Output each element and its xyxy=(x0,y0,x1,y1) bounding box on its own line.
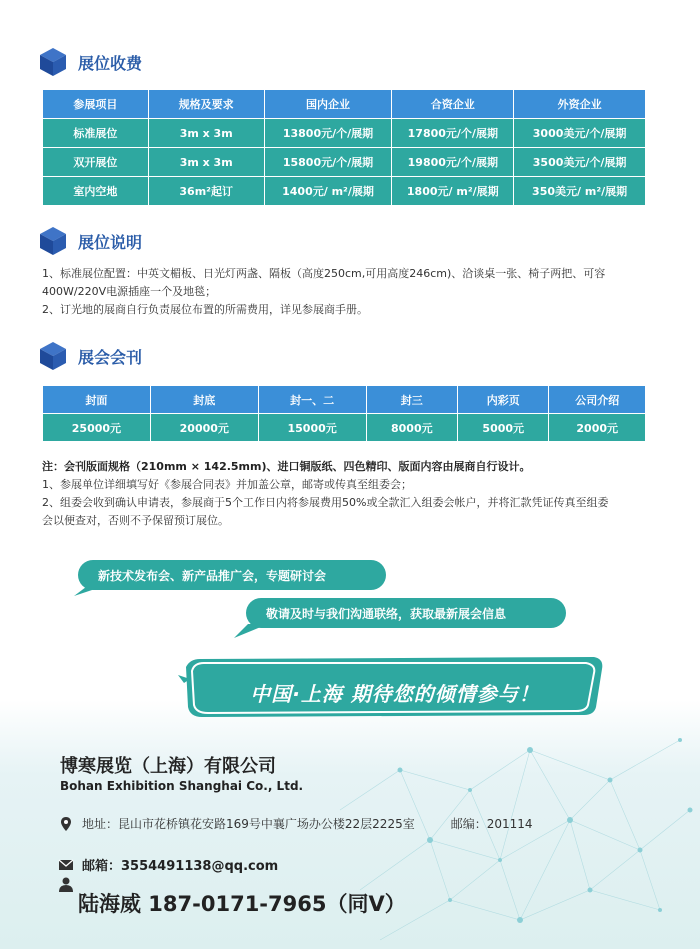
booth-fee-table xyxy=(42,89,646,206)
section-title: 展位收费 xyxy=(78,53,143,73)
table-header-row xyxy=(43,386,646,414)
location-pin-icon xyxy=(58,816,74,832)
cube-icon xyxy=(40,342,66,370)
table-header: 合资企业 xyxy=(392,90,514,119)
table-header-row xyxy=(43,90,646,119)
desc-line: 2、订光地的展商自行负责展位布置的所需费用，详见参展商手册。 xyxy=(42,303,368,316)
person-icon xyxy=(58,876,74,892)
booth-desc-text xyxy=(42,265,662,319)
address-text: 地址：昆山市花桥镇花安路169号中襄广场办公楼22层2225室 xyxy=(82,817,415,831)
table-row xyxy=(43,414,646,442)
table-cell: 8000元 xyxy=(366,414,457,442)
note-line: 1、参展单位详细填写好《参展合同表》并加盖公章，邮寄或传真至组委会； xyxy=(42,478,412,491)
table-cell: 15800元/个/展期 xyxy=(264,148,392,177)
table-cell: 25000元 xyxy=(43,414,151,442)
table-cell: 3m x 3m xyxy=(148,148,264,177)
table-cell: 19800元/个/展期 xyxy=(392,148,514,177)
table-cell: 1800元/ m²/展期 xyxy=(392,177,514,206)
section-title: 展会会刊 xyxy=(78,347,143,367)
table-header: 规格及要求 xyxy=(148,90,264,119)
journal-note-bold: 注：会刊版面规格（210mm × 142.5mm)、进口铜版纸、四色精印、版面内容由展商自行设计。 xyxy=(42,460,531,473)
section-journal-header xyxy=(40,342,142,370)
table-header: 封面 xyxy=(43,386,151,414)
table-cell: 13800元/个/展期 xyxy=(264,119,392,148)
bubble-1 xyxy=(78,560,386,590)
address-row xyxy=(58,815,533,832)
mail-icon xyxy=(58,857,74,873)
table-cell: 350美元/ m²/展期 xyxy=(514,177,646,206)
table-cell: 室内空地 xyxy=(43,177,149,206)
table-header: 外资企业 xyxy=(514,90,646,119)
journal-notes xyxy=(42,458,662,530)
table-header: 参展项目 xyxy=(43,90,149,119)
contact-info: 陆海威 187-0171-7965（同V） xyxy=(78,892,406,916)
table-cell: 1400元/ m²/展期 xyxy=(264,177,392,206)
table-header: 封一、二 xyxy=(258,386,366,414)
table-cell: 17800元/个/展期 xyxy=(392,119,514,148)
desc-line: 1、标准展位配置：中英文楣板、日光灯两盏、隔板（高度250cm,可用高度246cm)、洽谈桌一张、椅子两把、可容 xyxy=(42,267,606,280)
company-name-en: Bohan Exhibition Shanghai Co., Ltd. xyxy=(60,779,304,793)
table-row xyxy=(43,148,646,177)
table-header: 封底 xyxy=(150,386,258,414)
section-booth-fee-header xyxy=(40,48,142,76)
table-cell: 双开展位 xyxy=(43,148,149,177)
cube-icon xyxy=(40,48,66,76)
email-row xyxy=(58,855,278,874)
table-cell: 5000元 xyxy=(458,414,549,442)
table-cell: 2000元 xyxy=(549,414,646,442)
table-header: 公司介绍 xyxy=(549,386,646,414)
table-header: 封三 xyxy=(366,386,457,414)
journal-table xyxy=(42,385,646,442)
table-row xyxy=(43,177,646,206)
desc-line: 400W/220V电源插座一个及地毯； xyxy=(42,285,217,298)
table-cell: 20000元 xyxy=(150,414,258,442)
bubble-text: 敬请及时与我们沟通联络，获取最新展会信息 xyxy=(266,606,507,621)
section-booth-desc-header xyxy=(40,227,142,255)
note-line: 2、组委会收到确认申请表，参展商于5个工作日内将参展费用50%或全款汇入组委会帐户，并将汇款凭证传真至组委 xyxy=(42,496,609,509)
table-cell: 36m²起订 xyxy=(148,177,264,206)
company-name-cn: 博寒展览（上海）有限公司 xyxy=(60,756,276,777)
table-cell: 15000元 xyxy=(258,414,366,442)
section-title: 展位说明 xyxy=(78,232,143,252)
table-header: 国内企业 xyxy=(264,90,392,119)
table-cell: 3000美元/个/展期 xyxy=(514,119,646,148)
bubble-2 xyxy=(246,598,566,628)
table-cell: 标准展位 xyxy=(43,119,149,148)
bubble-text: 新技术发布会、新产品推广会，专题研讨会 xyxy=(98,568,327,583)
table-cell: 3500美元/个/展期 xyxy=(514,148,646,177)
email-text: 邮箱：3554491138@qq.com xyxy=(82,859,279,874)
table-cell: 3m x 3m xyxy=(148,119,264,148)
postcode-text: 邮编：201114 xyxy=(450,817,533,831)
banner-text: 中国·上海 期待您的倾情参与！ xyxy=(250,681,540,706)
note-line: 会以便查对，否则不予保留预订展位。 xyxy=(42,514,229,527)
table-header: 内彩页 xyxy=(458,386,549,414)
cube-icon xyxy=(40,227,66,255)
table-row xyxy=(43,119,646,148)
